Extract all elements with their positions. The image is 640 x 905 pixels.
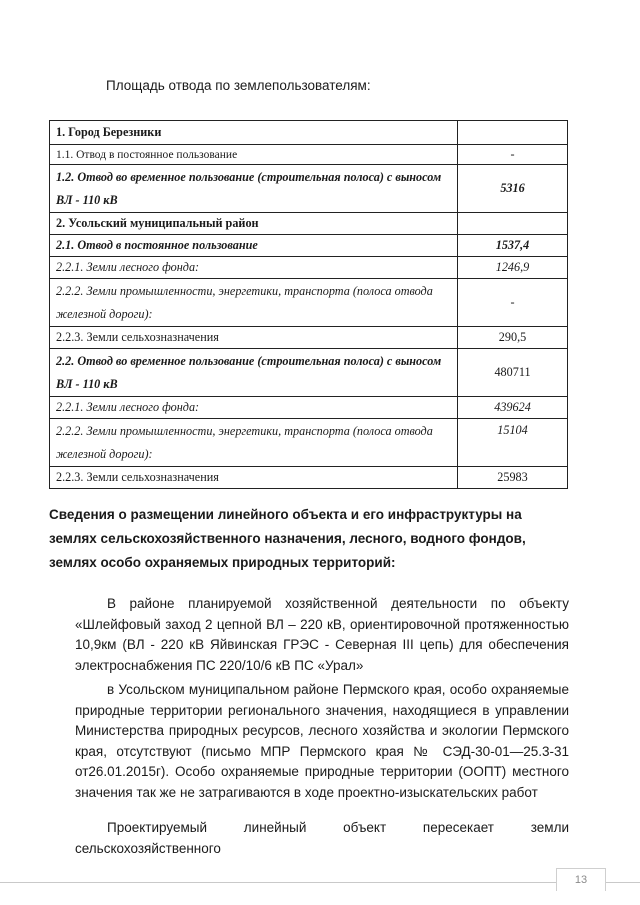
table-row xyxy=(50,349,568,397)
table-row xyxy=(50,467,568,489)
land-allocation-table xyxy=(49,120,568,489)
paragraph: в Усольском муниципальном районе Пермского края, особо охраняемые природные территории регионального значения, находящиеся в управлении Министерства природных ресурсов, лесного хозяйства и экологии Пермского края, отсутствуют (письмо МПР Пермского края № СЭД-30-01—25.3-31 от26.01.2015г). Особо охраняемые природные территории (ООПТ) местного значения так же не затрагиваются в ходе проектно-изыскательских работ xyxy=(75,682,569,800)
row-value: - xyxy=(458,279,568,327)
table-row xyxy=(50,327,568,349)
paragraph: В районе планируемой хозяйственной деятельности по объекту «Шлейфовый заход 2 цепной ВЛ – 220 кВ, ориентировочной протяженностью 10,9км (ВЛ - 220 кВ Яйвинская ГРЭС - Северная III цепь) для обеспечения электроснабжения ПС 220/10/6 кВ ПС «Урал» xyxy=(75,596,569,673)
table-row xyxy=(50,397,568,419)
footer-divider xyxy=(0,882,640,883)
row-value: 1537,4 xyxy=(458,235,568,257)
row-label: 2.2.3. Земли сельхозназначения xyxy=(50,467,458,489)
row-label: 2.2. Отвод во временное пользование (строительная полоса) с выносом ВЛ - 110 кВ xyxy=(50,349,458,397)
row-label: 1.1. Отвод в постоянное пользование xyxy=(50,145,458,165)
row-value: 15104 xyxy=(458,419,568,467)
row-label: 2.2.3. Земли сельхозназначения xyxy=(50,327,458,349)
row-value xyxy=(458,213,568,235)
table-row xyxy=(50,279,568,327)
row-label: 2.2.1. Земли лесного фонда: xyxy=(50,397,458,419)
table-row xyxy=(50,165,568,213)
row-value: 439624 xyxy=(458,397,568,419)
row-value: 25983 xyxy=(458,467,568,489)
row-label: 2. Усольский муниципальный район xyxy=(50,213,458,235)
table-row xyxy=(50,419,568,467)
row-label: 2.1. Отвод в постоянное пользование xyxy=(50,235,458,257)
row-value: 1246,9 xyxy=(458,257,568,279)
table-row xyxy=(50,213,568,235)
row-label: 2.2.1. Земли лесного фонда: xyxy=(50,257,458,279)
row-label: 2.2.2. Земли промышленности, энергетики, транспорта (полоса отвода железной дороги): xyxy=(50,279,458,327)
paragraph: Проектируемый линейный объект пересекает земли сельскохозяйственного xyxy=(75,820,569,856)
row-value: 5316 xyxy=(458,165,568,213)
intro-text: Площадь отвода по землепользователям: xyxy=(106,78,371,93)
row-value: 290,5 xyxy=(458,327,568,349)
row-label: 2.2.2. Земли промышленности, энергетики, транспорта (полоса отвода железной дороги): xyxy=(50,419,458,467)
page-number: 13 xyxy=(556,868,606,891)
table-row xyxy=(50,257,568,279)
row-value xyxy=(458,121,568,145)
table-row xyxy=(50,235,568,257)
row-label: 1. Город Березники xyxy=(50,121,458,145)
section-heading: Сведения о размещении линейного объекта и его инфраструктуры на землях сельскохозяйственного назначения, лесного, водного фондов, землях особо охраняемых природных территорий: xyxy=(49,507,526,570)
row-value: - xyxy=(458,145,568,165)
row-label: 1.2. Отвод во временное пользование (строительная полоса) с выносом ВЛ - 110 кВ xyxy=(50,165,458,213)
row-value: 480711 xyxy=(458,349,568,397)
table-row xyxy=(50,145,568,165)
table-row xyxy=(50,121,568,145)
